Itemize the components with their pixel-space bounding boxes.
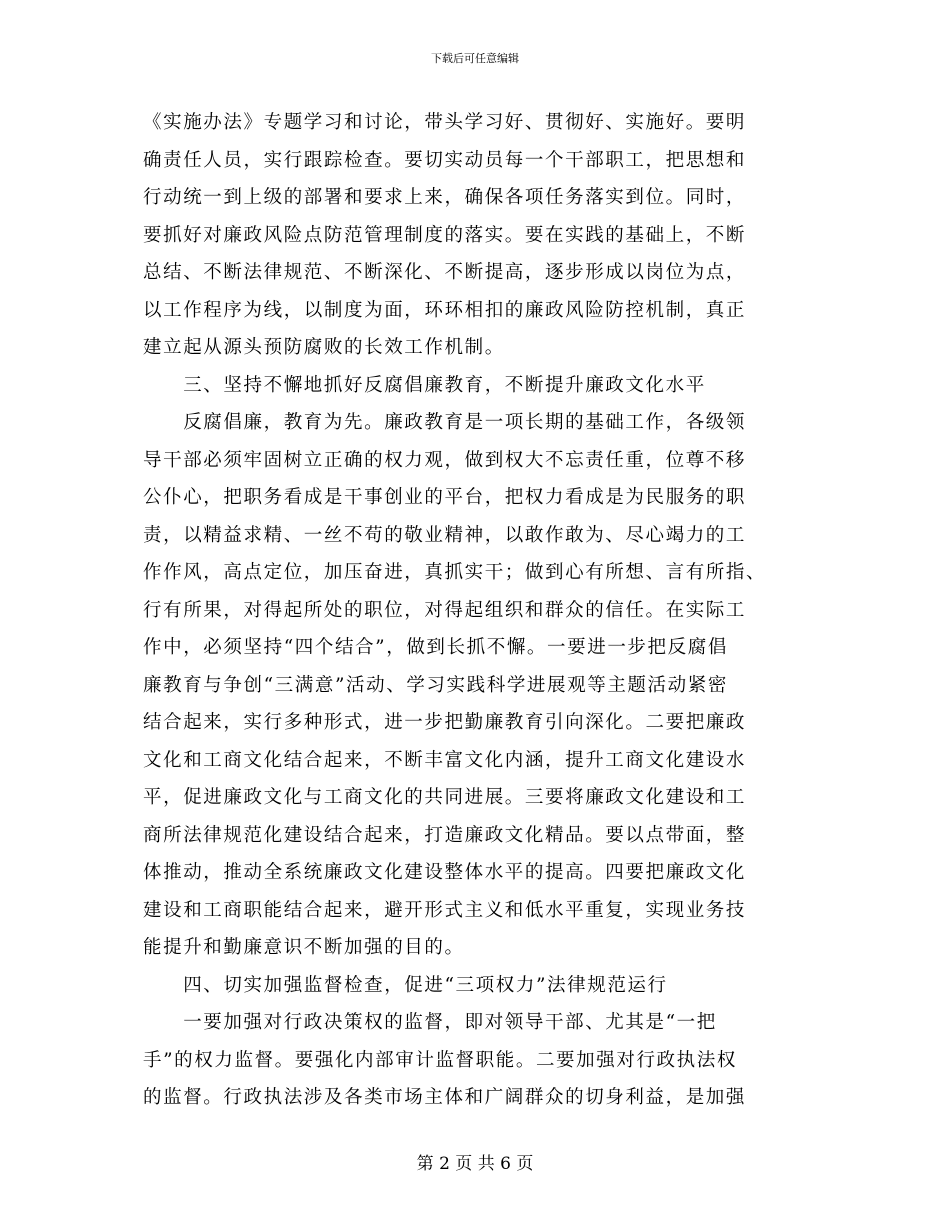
text-line: 以工作程序为线，以制度为面，环环相扣的廉政风险防控机制，真正 xyxy=(143,299,747,321)
page-number-footer: 第 2 页 共 6 页 xyxy=(416,1154,534,1174)
text-line: 建设和工商职能结合起来，避开形式主义和低水平重复，实现业务技 xyxy=(143,899,747,921)
text-line: 确责任人员，实行跟踪检查。要切实动员每一个干部职工，把思想和 xyxy=(143,149,747,171)
text-line: 责，以精益求精、一丝不苟的敬业精神，以敢作敢为、尽心竭力的工 xyxy=(143,524,747,546)
text-line: 结合起来，实行多种形式，进一步把勤廉教育引向深化。二要把廉政 xyxy=(143,712,747,733)
text-line: 导干部必须牢固树立正确的权力观，做到权大不忘责任重，位尊不移 xyxy=(143,449,747,471)
text-line: 体推动，推动全系统廉政文化建设整体水平的提高。四要把廉政文化 xyxy=(143,862,747,883)
text-line: 公仆心，把职务看成是干事创业的平台，把权力看成是为民服务的职 xyxy=(143,487,747,508)
section-heading: 三、坚持不懈地抓好反腐倡廉教育，不断提升廉政文化水平 xyxy=(143,374,706,396)
text-line: 文化和工商文化结合起来，不断丰富文化内涵，提升工商文化建设水 xyxy=(143,749,747,771)
text-line: 作中，必须坚持“四个结合”，做到长抓不懈。一要进一步把反腐倡 xyxy=(143,637,728,658)
text-line: 的监督。行政执法涉及各类市场主体和广阔群众的切身利益，是加强 xyxy=(143,1087,747,1108)
text-line: 手”的权力监督。要强化内部审计监督职能。二要加强对行政执法权 xyxy=(143,1049,737,1071)
text-line: 商所法律规范化建设结合起来，打造廉政文化精品。要以点带面，整 xyxy=(143,824,747,846)
text-line: 要抓好对廉政风险点防范管理制度的落实。要在实践的基础上，不断 xyxy=(143,224,747,246)
document-body xyxy=(143,104,807,1117)
text-line: 行动统一到上级的部署和要求上来，确保各项任务落实到位。同时， xyxy=(143,187,747,208)
text-line: 平，促进廉政文化与工商文化的共同进展。三要将廉政文化建设和工 xyxy=(143,787,747,808)
text-line: 总结、不断法律规范、不断深化、不断提高，逐步形成以岗位为点， xyxy=(143,262,747,283)
text-line: 能提升和勤廉意识不断加强的目的。 xyxy=(143,937,465,958)
text-line: 反腐倡廉，教育为先。廉政教育是一项长期的基础工作，各级领 xyxy=(143,412,747,433)
page-header-note: 下载后可任意编辑 xyxy=(431,52,519,65)
text-line: 廉教育与争创“三满意”活动、学习实践科学进展观等主题活动紧密 xyxy=(143,674,728,696)
text-line: 建立起从源头预防腐败的长效工作机制。 xyxy=(143,337,505,358)
text-line: 作作风，高点定位，加压奋进，真抓实干；做到心有所想、言有所指、 xyxy=(143,562,767,583)
text-line: 《实施办法》专题学习和讨论，带头学习好、贯彻好、实施好。要明 xyxy=(143,112,747,133)
text-line: 一要加强对行政决策权的监督，即对领导干部、尤其是“一把 xyxy=(143,1012,717,1033)
section-heading: 四、切实加强监督检查，促进“三项权力”法律规范运行 xyxy=(143,974,668,996)
text-line: 行有所果，对得起所处的职位，对得起组织和群众的信任。在实际工 xyxy=(143,599,747,621)
